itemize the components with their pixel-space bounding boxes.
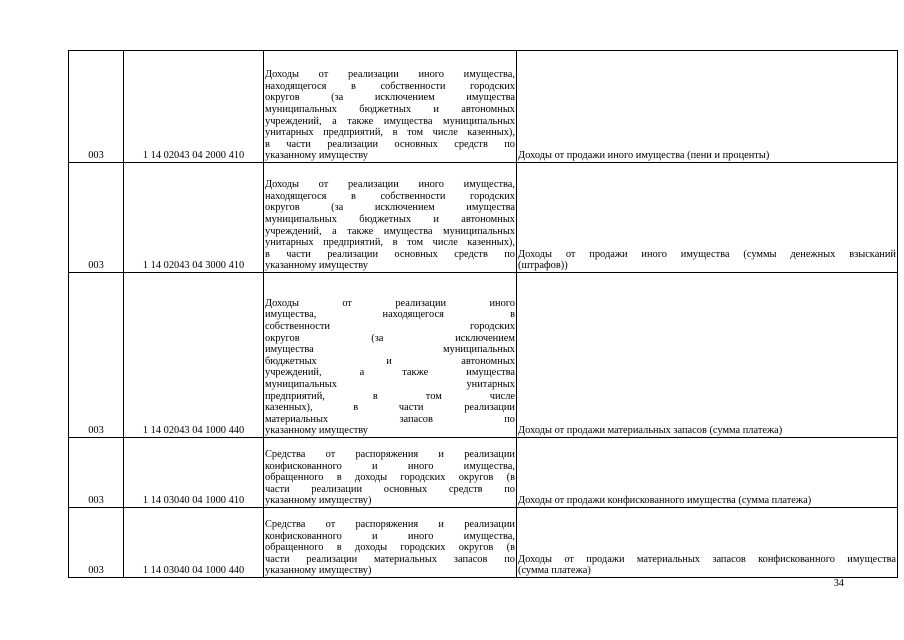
income-name-line: части реализации основных средств по <box>265 483 515 495</box>
income-name-line: казенных), в части реализации <box>265 402 515 414</box>
income-name-line: унитарных предприятий, в том числе казенных), <box>265 127 515 139</box>
page-number: 34 <box>833 578 844 589</box>
income-name-line: указанному имуществу <box>265 425 369 437</box>
table-row <box>69 273 898 438</box>
income-name-line: бюджетных и автономных <box>265 355 515 367</box>
income-description-line: Доходы от продажи материальных запасов конфискованного имущества <box>518 553 896 565</box>
income-name-cell <box>264 51 517 163</box>
table-row <box>69 438 898 508</box>
budget-classification-code-cell: 1 14 02043 04 2000 410 <box>124 51 264 163</box>
admin-code-cell: 003 <box>69 51 124 163</box>
income-name-line: конфискованного и иного имущества, <box>265 530 515 542</box>
income-name-line: муниципальных бюджетных и автономных <box>265 104 515 116</box>
income-name-line: унитарных предприятий, в том числе казенных), <box>265 237 515 249</box>
income-name-line: обращенного в доходы городских округов (в <box>265 542 515 554</box>
income-description-cell <box>517 438 898 508</box>
income-name-line: округов (за исключением имущества <box>265 202 515 214</box>
income-name-line: находящегося в собственности городских <box>265 80 515 92</box>
admin-code-cell: 003 <box>69 438 124 508</box>
income-name-line: округов (за исключением <box>265 332 515 344</box>
income-name-line: округов (за исключением имущества <box>265 92 515 104</box>
income-name-line: учреждений, а также имущества муниципальных <box>265 115 515 127</box>
income-name-cell <box>264 508 517 578</box>
income-name-cell <box>264 438 517 508</box>
table-row <box>69 508 898 578</box>
income-description-cell <box>517 51 898 163</box>
income-description-line: Доходы от продажи конфискованного имущества (сумма платежа) <box>518 495 812 507</box>
income-name-line: обращенного в доходы городских округов (в <box>265 472 515 484</box>
income-name-line: указанному имуществу <box>265 150 369 162</box>
table-body <box>69 51 898 578</box>
income-name-line: учреждений, а также имущества муниципальных <box>265 225 515 237</box>
admin-code-cell: 003 <box>69 273 124 438</box>
income-name-line: Средства от распоряжения и реализации <box>265 519 515 531</box>
income-description-cell <box>517 163 898 273</box>
income-name-line: в части реализации основных средств по <box>265 138 515 150</box>
income-description-cell <box>517 273 898 438</box>
budget-classification-code-cell: 1 14 03040 04 1000 410 <box>124 438 264 508</box>
income-name-line: материальных запасов по <box>265 413 515 425</box>
income-name-line: Средства от распоряжения и реализации <box>265 449 515 461</box>
income-name-line: имущества муниципальных <box>265 344 515 356</box>
table-row <box>69 51 898 163</box>
income-name-line: конфискованного и иного имущества, <box>265 460 515 472</box>
budget-classification-code-cell: 1 14 02043 04 3000 410 <box>124 163 264 273</box>
income-name-line: указанному имуществу) <box>265 565 372 577</box>
budget-classification-code-cell: 1 14 03040 04 1000 440 <box>124 508 264 578</box>
income-description-line: Доходы от продажи иного имущества (пени и проценты) <box>518 150 770 162</box>
income-name-line: Доходы от реализации иного имущества, <box>265 179 515 191</box>
income-name-line: муниципальных бюджетных и автономных <box>265 214 515 226</box>
income-name-line: Доходы от реализации иного имущества, <box>265 69 515 81</box>
income-name-cell <box>264 273 517 438</box>
admin-code-cell: 003 <box>69 163 124 273</box>
income-description-cell <box>517 508 898 578</box>
income-name-line: предприятий, в том числе <box>265 390 515 402</box>
income-name-line: собственности городских <box>265 321 515 333</box>
income-description-line: (сумма платежа) <box>518 565 591 577</box>
income-codes-table <box>68 50 898 578</box>
table-row <box>69 163 898 273</box>
income-name-cell <box>264 163 517 273</box>
income-name-line: указанному имуществу) <box>265 495 372 507</box>
income-name-line: находящегося в собственности городских <box>265 190 515 202</box>
income-name-line: в части реализации основных средств по <box>265 248 515 260</box>
income-description-line: Доходы от продажи иного имущества (суммы денежных взысканий <box>518 248 896 260</box>
income-name-line: учреждений, а также имущества <box>265 367 515 379</box>
income-description-line: Доходы от продажи материальных запасов (сумма платежа) <box>518 425 783 437</box>
income-name-line: части реализации материальных запасов по <box>265 553 515 565</box>
income-name-line: указанному имуществу <box>265 260 369 272</box>
admin-code-cell: 003 <box>69 508 124 578</box>
income-description-line: (штрафов)) <box>518 260 568 272</box>
income-name-line: муниципальных унитарных <box>265 379 515 391</box>
income-name-line: Доходы от реализации иного <box>265 297 515 309</box>
budget-classification-code-cell: 1 14 02043 04 1000 440 <box>124 273 264 438</box>
income-name-line: имущества, находящегося в <box>265 309 515 321</box>
